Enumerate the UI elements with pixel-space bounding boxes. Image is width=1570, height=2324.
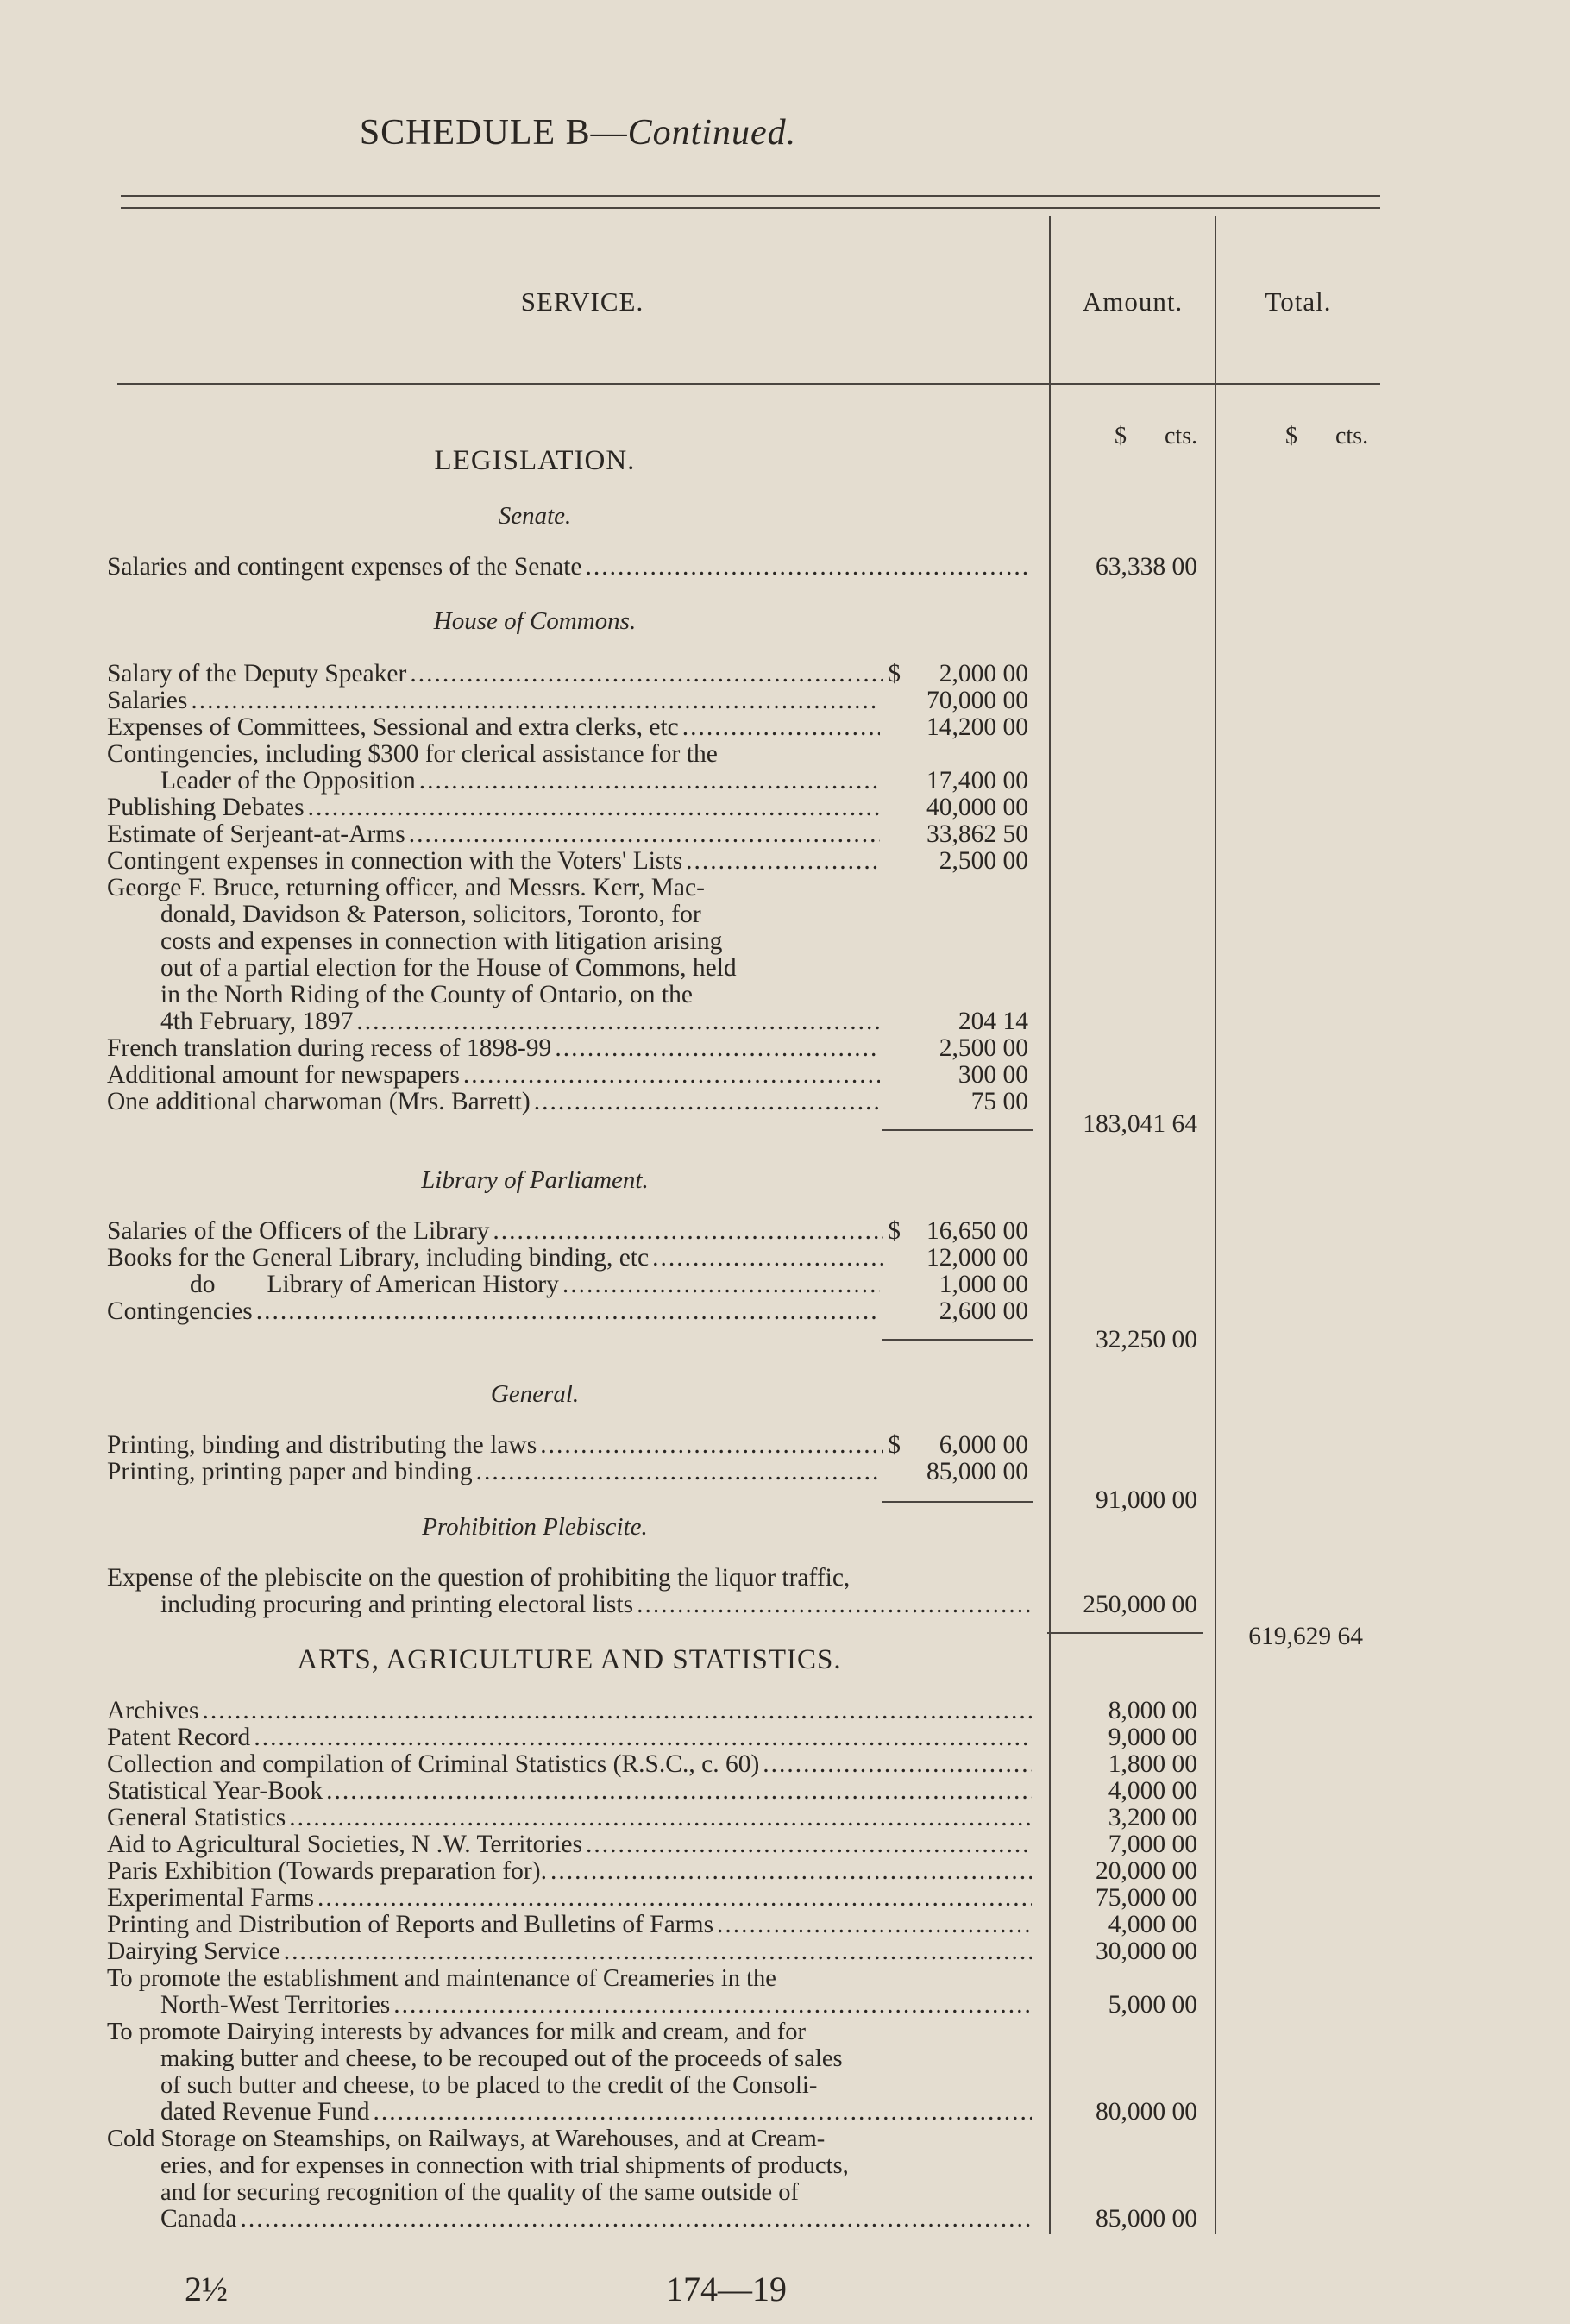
arts-item-amount: 80,000 00 [1096,2098,1197,2126]
arts-item: General Statistics ..... [107,1805,1035,1831]
arts-item: Printing and Distribution of Reports and Bulletins of Farms ..... [107,1912,1035,1938]
general-item-value: 6,000 00 [939,1431,1028,1459]
footer-signature: 2½ [185,2270,228,2308]
house-item: Contingent expenses in connection with the Voters' Lists ..... [107,848,883,875]
arts-item-text: To promote Dairying interests by advances for milk and cream, and for [107,2019,806,2045]
arts-item-amount: 4,000 00 [1108,1911,1197,1938]
general-item: Printing, binding and distributing the laws ..... $ [107,1432,901,1459]
house-item: Salaries ..... [107,688,883,714]
general-subtotal: 91,000 00 [1096,1486,1197,1514]
house-item-value: 40,000 00 [926,794,1028,821]
house-item-value: 300 00 [958,1061,1028,1089]
top-rule-1 [121,195,1380,197]
house-item-text: donald, Davidson & Paterson, solicitors, Toronto, for [160,901,701,928]
arts-item: Aid to Agricultural Societies, N .W. Territories ..... [107,1831,1035,1858]
library-item-value: 1,000 00 [939,1271,1028,1298]
house-item: Publishing Debates ..... [107,795,883,821]
arts-item-text: eries, and for expenses in connection with trial shipments of products, [160,2152,849,2179]
arts-item-amount: 1,800 00 [1108,1750,1197,1778]
arts-item-amount: 4,000 00 [1108,1777,1197,1805]
house-item: 4th February, 1897 ..... [107,1008,883,1035]
general-subtotal-rule [882,1501,1033,1503]
senate-line [107,554,1035,581]
amount-dollar-unit: $ [1115,423,1127,449]
house-item-value: 70,000 00 [926,687,1028,714]
footer-page-number: 174—19 [666,2270,787,2308]
library-subtotal: 32,250 00 [1096,1326,1197,1354]
subsection-general: General. [490,1380,580,1408]
grand-total: 619,629 64 [1248,1623,1363,1650]
arts-item: Collection and compilation of Criminal Statistics (R.S.C., c. 60) ..... [107,1751,1035,1778]
service-column-header: SERVICE. [520,286,644,317]
total-dollar-unit: $ [1285,423,1297,449]
library-subtotal-rule [882,1339,1033,1341]
arts-item-amount: 8,000 00 [1108,1697,1197,1724]
house-subtotal: 183,041 64 [1083,1110,1197,1138]
house-subtotal-rule [882,1129,1033,1131]
arts-item: Canada ..... [107,2206,1035,2233]
plebiscite-line-2: including procuring and printing electoral lists ..... [107,1592,1035,1618]
house-item-value: 14,200 00 [926,713,1028,741]
arts-item-text: Cold Storage on Steamships, on Railways, at Warehouses, and at Cream- [107,2126,826,2152]
arts-item-text: making butter and cheese, to be recouped out of the proceeds of sales [160,2045,843,2072]
arts-item-amount: 7,000 00 [1108,1831,1197,1858]
total-cents-unit: cts. [1335,423,1369,449]
arts-item-amount: 20,000 00 [1096,1857,1197,1885]
house-item-value: 2,000 00 [939,660,1028,688]
house-item: Salary of the Deputy Speaker ..... $ [107,661,901,688]
arts-item: Statistical Year-Book ..... [107,1778,1035,1805]
library-item: do Library of American History ..... [107,1272,883,1298]
arts-item: North-West Territories ..... [107,1992,1035,2019]
house-item-text: costs and expenses in connection with litigation arising [160,927,723,955]
header-rule [117,383,1380,385]
general-item-value: 85,000 00 [926,1458,1028,1485]
subsection-plebiscite: Prohibition Plebiscite. [422,1513,648,1541]
arts-item-amount: 75,000 00 [1096,1884,1197,1912]
house-item-text: George F. Bruce, returning officer, and Messrs. Kerr, Mac- [107,874,705,901]
amount-cents-unit: cts. [1165,423,1198,449]
top-rule-2 [121,207,1380,209]
house-item-value: 33,862 50 [926,820,1028,848]
arts-item: dated Revenue Fund ..... [107,2099,1035,2126]
arts-item-amount: 85,000 00 [1096,2205,1197,2233]
arts-item-amount: 9,000 00 [1108,1724,1197,1751]
arts-item-text: To promote the establishment and maintenance of Creameries in the [107,1965,776,1992]
house-item: One additional charwoman (Mrs. Barrett) ..... [107,1089,883,1115]
arts-item-text: of such butter and cheese, to be placed to the credit of the Consoli- [160,2072,818,2099]
house-item: Additional amount for newspapers ..... [107,1062,883,1089]
house-item-value: 204 14 [958,1008,1028,1035]
arts-item: Dairying Service ..... [107,1938,1035,1965]
library-item: Books for the General Library, including binding, etc ..... [107,1245,892,1272]
house-item-value: 2,500 00 [939,847,1028,875]
house-item-value: 17,400 00 [926,767,1028,795]
house-item: Estimate of Serjeant-at-Arms ..... [107,821,883,848]
grand-total-rule [1047,1632,1203,1634]
library-item-value: 12,000 00 [926,1244,1028,1272]
plebiscite-line-1: Expense of the plebiscite on the question of prohibiting the liquor traffic, [107,1564,851,1592]
amount-column-header: Amount. [1082,286,1184,317]
arts-item-amount: 5,000 00 [1108,1991,1197,2019]
arts-item-text: and for securing recognition of the quality of the same outside of [160,2179,799,2206]
house-item-text: out of a partial election for the House of Commons, held [160,954,737,982]
library-item: Contingencies ..... [107,1298,883,1325]
arts-item: Archives ..... [107,1698,1035,1724]
house-item-text: in the North Riding of the County of Ontario, on the [160,981,693,1008]
arts-item: Paris Exhibition (Towards preparation for). ..... [107,1858,1035,1885]
arts-item-amount: 3,200 00 [1108,1804,1197,1831]
page-title [0,112,1156,154]
section-legislation: LEGISLATION. [434,445,636,476]
total-column-header: Total. [1265,286,1332,317]
senate-label: Salaries and contingent expenses of the Senate [107,553,582,581]
title-main: SCHEDULE B— [359,113,628,153]
house-item-text: Contingencies, including $300 for clerical assistance for the [107,740,718,768]
general-item: Printing, printing paper and binding ..... [107,1459,883,1485]
plebiscite-amount: 250,000 00 [1083,1591,1197,1618]
arts-item: Patent Record ..... [107,1724,1035,1751]
house-item: Leader of the Opposition ..... [107,768,883,795]
arts-item-amount: 30,000 00 [1096,1938,1197,1965]
house-item-value: 2,500 00 [939,1034,1028,1062]
subsection-library: Library of Parliament. [421,1166,649,1194]
subsection-house: House of Commons. [433,607,637,635]
library-item: Salaries of the Officers of the Library ..... $ [107,1218,901,1245]
arts-item: Experimental Farms ..... [107,1885,1035,1912]
house-item-value: 75 00 [970,1088,1028,1115]
senate-amount: 63,338 00 [1096,553,1197,581]
house-item: Expenses of Committees, Sessional and extra clerks, etc ..... [107,714,883,741]
title-continued: Continued. [627,113,797,153]
library-item-value: 2,600 00 [939,1297,1028,1325]
house-item: French translation during recess of 1898-99 ..... [107,1035,883,1062]
section-arts: ARTS, AGRICULTURE AND STATISTICS. [297,1644,842,1675]
total-column-line [1215,216,1216,2234]
subsection-senate: Senate. [498,502,572,530]
library-item-value: 16,650 00 [926,1217,1028,1245]
